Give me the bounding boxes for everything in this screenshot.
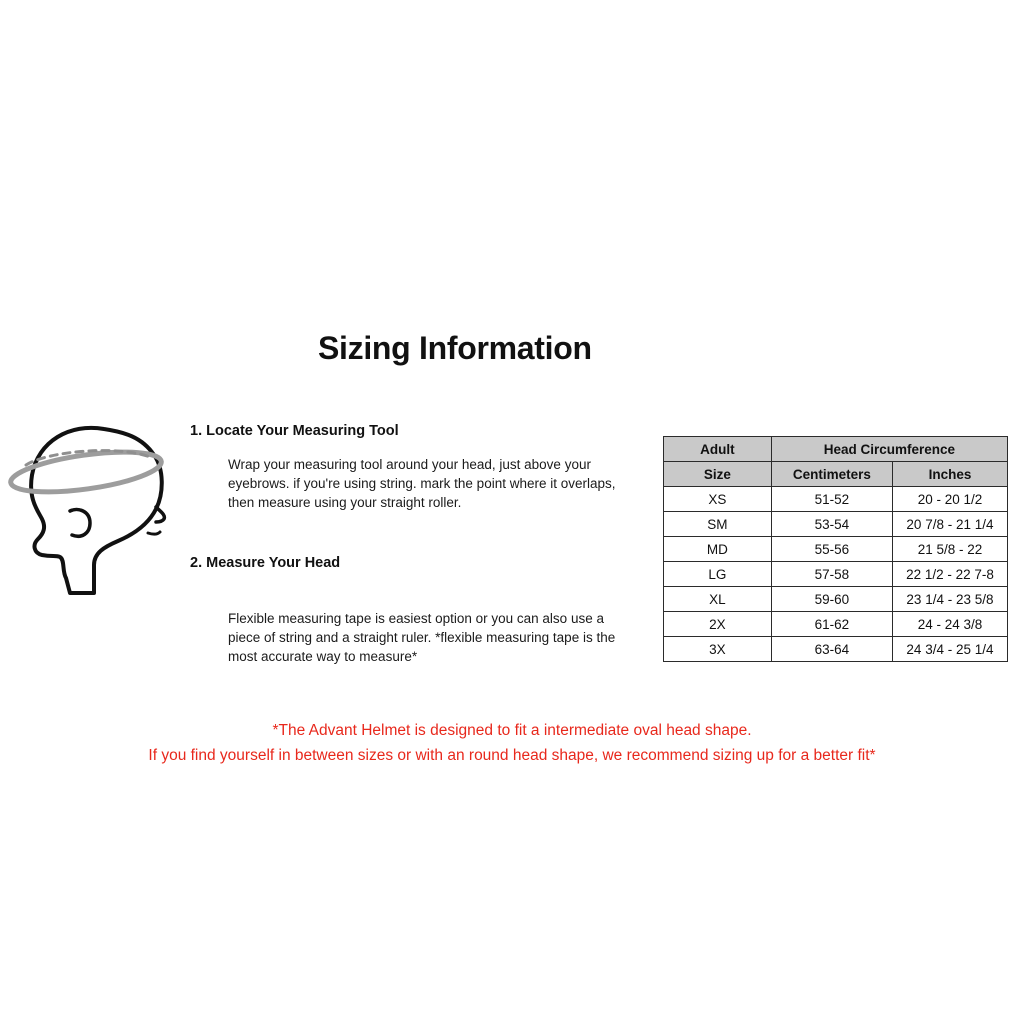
cell-inches: 24 3/4 - 25 1/4 [892,637,1007,662]
header-head-circumference: Head Circumference [771,437,1007,462]
cell-size: MD [664,537,772,562]
step-2-body: Flexible measuring tape is easiest option or you can also use a piece of string and a straight ruler. *flexible measuring tape is the most accurate way to measure* [228,611,616,664]
step-1 [190,423,640,512]
footnote [0,718,1024,768]
header-adult: Adult [664,437,772,462]
table-row [664,512,1008,537]
step-1-body: Wrap your measuring tool around your head, just above your eyebrows. if you're using string. mark the point where it overlaps, then measure using your straight roller. [228,457,616,510]
table-row [664,562,1008,587]
size-chart-table [663,436,1008,662]
cell-size: XL [664,587,772,612]
cell-centimeters: 61-62 [771,612,892,637]
cell-inches: 20 7/8 - 21 1/4 [892,512,1007,537]
step-1-heading: 1. Locate Your Measuring Tool [190,423,399,439]
table-group-header-row [664,437,1008,462]
table-row [664,587,1008,612]
table-row [664,637,1008,662]
cell-centimeters: 55-56 [771,537,892,562]
footnote-line-2: If you find yourself in between sizes or with an round head shape, we recommend sizing up for a better fit* [148,747,876,764]
cell-inches: 24 - 24 3/8 [892,612,1007,637]
cell-size: 3X [664,637,772,662]
cell-centimeters: 59-60 [771,587,892,612]
cell-inches: 23 1/4 - 23 5/8 [892,587,1007,612]
page-title: Sizing Information [318,330,592,366]
cell-size: 2X [664,612,772,637]
cell-inches: 21 5/8 - 22 [892,537,1007,562]
step-2 [190,555,623,666]
cell-inches: 22 1/2 - 22 7-8 [892,562,1007,587]
cell-inches: 20 - 20 1/2 [892,487,1007,512]
cell-size: SM [664,512,772,537]
header-size: Size [664,462,772,487]
header-centimeters: Centimeters [771,462,892,487]
footnote-line-1: *The Advant Helmet is designed to fit a intermediate oval head shape. [272,722,752,739]
step-2-heading: 2. Measure Your Head [190,555,341,571]
table-row [664,487,1008,512]
cell-centimeters: 51-52 [771,487,892,512]
table-column-header-row [664,462,1008,487]
head-side-profile-icon [8,415,198,595]
cell-size: LG [664,562,772,587]
cell-centimeters: 63-64 [771,637,892,662]
cell-size: XS [664,487,772,512]
table-row [664,612,1008,637]
table-row [664,537,1008,562]
header-inches: Inches [892,462,1007,487]
cell-centimeters: 53-54 [771,512,892,537]
cell-centimeters: 57-58 [771,562,892,587]
